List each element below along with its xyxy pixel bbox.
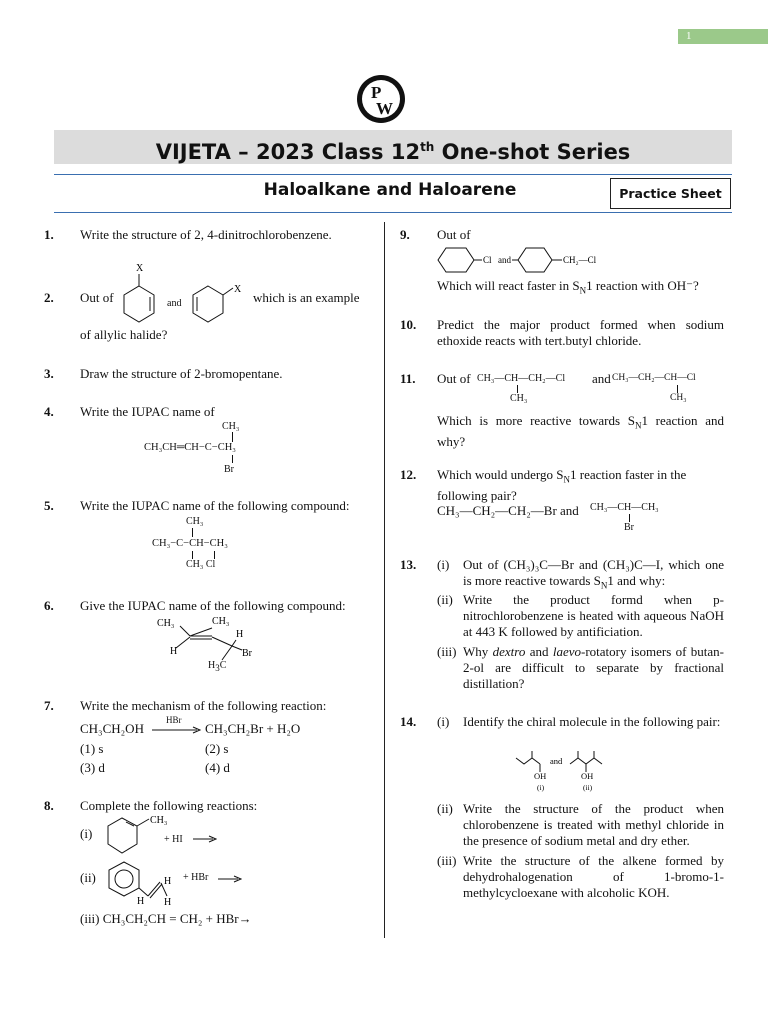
svg-text:H: H [236, 629, 244, 640]
question-text: Draw the structure of 2-bromopentane. [80, 366, 283, 381]
reaction-arrow-icon [218, 875, 242, 883]
svg-text:OH: OH [581, 771, 594, 781]
allylic-halide-structure [118, 258, 173, 326]
svg-text:X: X [234, 284, 242, 295]
chem-compound: CH₃—CH—CH₃ [590, 502, 659, 513]
question-text: Write the IUPAC name of the following compound: [80, 498, 350, 513]
reagent: + HBr [183, 872, 209, 883]
question-text: of allylic halide? [80, 327, 168, 342]
question-number: 7. [44, 698, 54, 713]
sub-question-label: (iii) [437, 853, 457, 868]
reagent: + HI [164, 834, 183, 845]
question-text: Out of [437, 227, 471, 242]
sub-question-label: (ii) [437, 592, 453, 607]
bond [192, 528, 193, 537]
chem-chain: CH₃−C−CH−CH₃ [152, 538, 228, 549]
question-text: Write the IUPAC name of [80, 404, 215, 419]
sub-question-label: (i) [80, 826, 93, 841]
bond [214, 551, 215, 559]
option: (4) d [205, 760, 230, 775]
svg-text:H: H [137, 896, 145, 907]
question-text: which is an example [253, 290, 360, 305]
sub-question-label: (i) [437, 714, 450, 729]
question-text: Out of [80, 290, 114, 305]
sub-question-text: Why dextro and laevo-rotatory isomers of butan-2-ol are difficult to separate by fractional distillation? [463, 644, 724, 691]
reaction-reagent: HBr [166, 715, 182, 725]
svg-text:P: P [371, 83, 382, 102]
page-number: 1 [678, 29, 768, 44]
svg-text:CH₂—Cl: CH₂—Cl [563, 255, 597, 265]
svg-text:W: W [376, 99, 393, 118]
question-number: 10. [400, 317, 417, 332]
chem-compound: CH₃—CH₂—CH—Cl [612, 373, 696, 383]
sub-question-label: (ii) [80, 870, 96, 885]
question-text: Give the IUPAC name of the following compound: [80, 598, 346, 613]
chem-compound: CH₃—CH—CH₂—Cl [477, 373, 566, 384]
question-text: Which is more reactive towards $S_N1$ reaction and why? [437, 413, 724, 449]
reaction-left: CH₃CH₂OH [80, 721, 144, 736]
sub-question-text: Write the structure of the product when chlorobenzene is treated with methyl chloride in the presence of sodium metal and dry ether. [463, 801, 724, 848]
question-text: Write the structure of 2, 4-dinitrochlorobenzene. [80, 227, 332, 242]
chem-compound: CH₃—CH₂—CH₂—Br and [437, 503, 579, 518]
question-number: 13. [400, 557, 417, 572]
bond [232, 432, 233, 442]
chlorocyclohexane-pair [436, 244, 636, 276]
bond [232, 455, 233, 463]
option: (1) s [80, 741, 104, 756]
chem-ch3: CH₃ [670, 393, 687, 403]
svg-text:H: H [170, 646, 178, 657]
sub-question-text: Write the structure of the alkene formed by dehydrohalogenation of 1-bromo-1-methylcycloexane with alcoholic KOH. [463, 853, 724, 900]
question-number: 5. [44, 498, 54, 513]
chem-ch3: CH₃ [186, 516, 204, 527]
divider-line [54, 212, 732, 213]
question-text: Predict the major product formed when sodium ethoxide reacts with tert.butyl chloride. [437, 317, 724, 348]
subject-title: Haloalkane and Haloarene [263, 180, 517, 200]
page-title: VIJETA – 2023 Class 12th One-shot Series [54, 130, 732, 164]
sub-question-label: (ii) [437, 801, 453, 816]
sub-question-text: Out of (CH₃)₃C—Br and (CH₃)C—I, which one is more reactive towards $S_N1$ and why: [463, 557, 724, 591]
reaction-arrow-icon [193, 835, 217, 843]
alcohol-pair-structures [512, 748, 612, 794]
question-text: Out of [437, 371, 471, 386]
bond [677, 385, 678, 393]
svg-text:CH₃: CH₃ [150, 815, 168, 826]
sub-question-label: (iii) [437, 644, 457, 659]
column-divider [384, 222, 385, 938]
chem-br: Br [224, 464, 234, 475]
pw-logo [356, 74, 406, 124]
and-label: and [592, 371, 611, 386]
reaction-arrow-icon [152, 726, 202, 734]
svg-text:(i): (i) [537, 783, 545, 792]
svg-text:(ii): (ii) [583, 783, 593, 792]
option: (2) s [205, 741, 229, 756]
bond [629, 514, 630, 522]
question-number: 4. [44, 404, 54, 419]
chem-substituents: CH₃ Cl [186, 559, 216, 570]
question-number: 3. [44, 366, 54, 381]
svg-text:and: and [498, 255, 511, 265]
chem-br: Br [624, 522, 634, 533]
reaction-right: CH₃CH₂Br + H₂O [205, 721, 301, 736]
svg-text:OH: OH [534, 771, 547, 781]
chem-chain: CH₃CH═CH−C−CH₃ [144, 442, 236, 453]
question-number: 11. [400, 371, 416, 386]
sub-question-text: Identify the chiral molecule in the following pair: [463, 714, 721, 729]
chem-ch3: CH₃ [222, 421, 240, 432]
option: (3) d [80, 760, 105, 775]
question-number: 12. [400, 467, 417, 482]
sub-question-text: (iii) CH₃CH₂CH = CH₂ + HBr→ [80, 911, 252, 926]
svg-text:H: H [164, 897, 172, 908]
vinylic-halide-structure [188, 282, 248, 328]
svg-text:H: H [164, 876, 172, 887]
question-text: Which would undergo $S_N1$ reaction faster in the following pair? [437, 467, 687, 503]
question-number: 2. [44, 290, 54, 305]
styrene-structure [104, 858, 184, 908]
sub-question-label: (i) [437, 557, 450, 572]
question-number: 8. [44, 798, 54, 813]
sub-question-text: Write the product formd when p-nitrochlorobenzene is heated with aqueous NaOH at 443 K followed by antificiation. [463, 592, 724, 639]
svg-text:Cl: Cl [483, 255, 492, 265]
chem-ch3: CH₃ [510, 393, 528, 404]
question-number: 6. [44, 598, 54, 613]
question-number: 1. [44, 227, 54, 242]
chem-h3c: $H_3C$ [208, 660, 227, 673]
substituent-x: X [136, 263, 144, 274]
practice-sheet-badge: Practice Sheet [610, 178, 731, 209]
question-number: 14. [400, 714, 417, 729]
divider-line [54, 174, 732, 175]
svg-text:CH₃: CH₃ [157, 618, 175, 629]
question-text: Write the mechanism of the following reaction: [80, 698, 327, 713]
question-text: Which will react faster in $S_N1$ reaction with OH⁻? [437, 278, 699, 296]
bond [192, 551, 193, 559]
bond [517, 385, 518, 393]
question-text: Complete the following reactions: [80, 798, 258, 813]
question-number: 9. [400, 227, 410, 242]
svg-text:and: and [550, 756, 563, 766]
and-label: and [167, 298, 182, 309]
svg-text:Br: Br [242, 648, 252, 659]
svg-text:CH₃: CH₃ [212, 616, 230, 627]
